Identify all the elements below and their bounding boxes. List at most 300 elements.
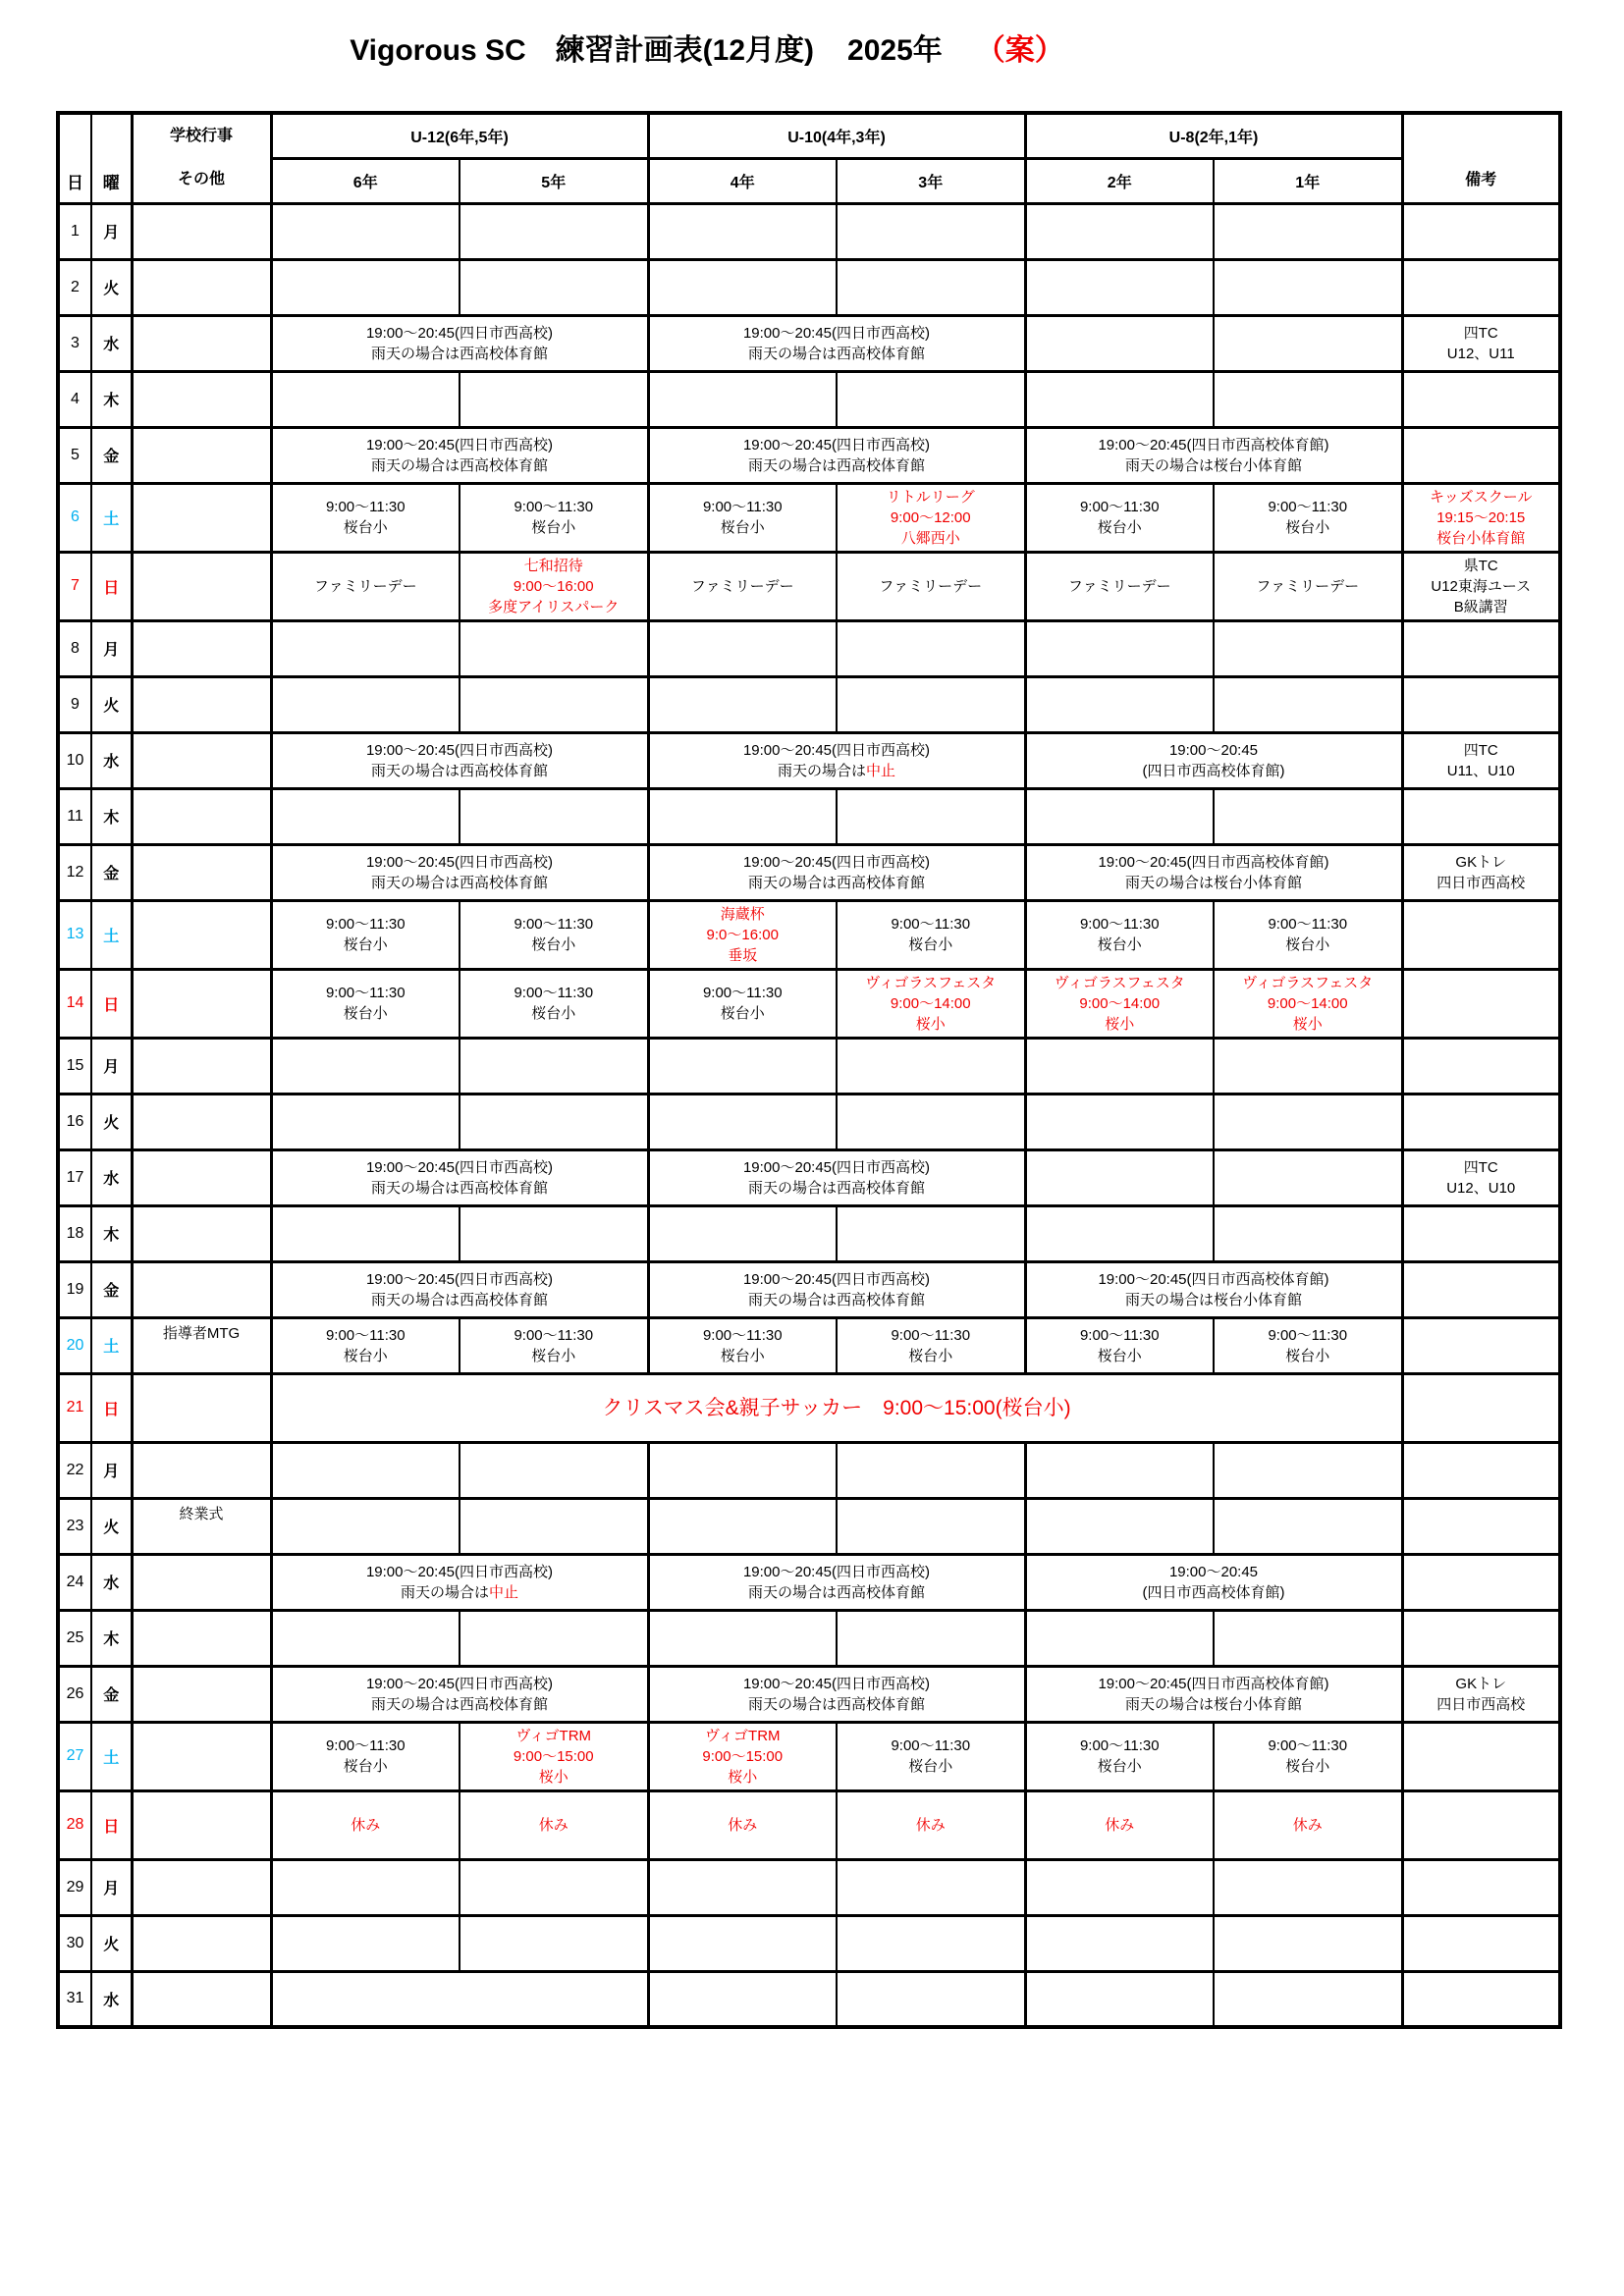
cell-text: U12東海ユース: [1431, 577, 1532, 595]
day-number-cell: 7: [58, 552, 91, 620]
schedule-cell: [271, 1261, 648, 1317]
day-number-cell: 29: [58, 1859, 91, 1915]
cell-text: 桜小: [728, 1768, 758, 1786]
schedule-cell: [1025, 1094, 1214, 1149]
schedule-cell: [837, 1317, 1025, 1373]
schedule-cell: [460, 1094, 648, 1149]
weekday-cell: 水: [91, 1554, 132, 1610]
schedule-cell: [1025, 1038, 1214, 1094]
cell-text: 雨天の場合は西高校体育館: [370, 874, 548, 891]
schedule-cell: [648, 732, 1025, 788]
event-cell: [132, 1859, 271, 1915]
schedule-cell: [648, 1554, 1025, 1610]
table-row: [58, 1317, 1560, 1373]
schedule-cell: [1025, 676, 1214, 732]
schedule-cell: [1025, 1554, 1402, 1610]
event-cell: [132, 788, 271, 844]
day-number-cell: 20: [58, 1317, 91, 1373]
weekday-cell: 土: [91, 1317, 132, 1373]
cell-text: 桜台小体育館: [1436, 529, 1526, 547]
weekday-cell: 火: [91, 259, 132, 315]
cell-text: 9:00～11:30: [514, 985, 594, 1001]
header-row-groups: [58, 113, 1560, 158]
schedule-cell: [271, 969, 460, 1038]
weekday-cell: 水: [91, 1971, 132, 2027]
day-number-cell: 19: [58, 1261, 91, 1317]
cell-text: 9:00～11:30: [325, 916, 406, 933]
schedule-cell: [271, 483, 460, 552]
schedule-cell: [460, 1790, 648, 1859]
weekday-cell: 日: [91, 552, 132, 620]
schedule-cell: [1214, 1971, 1402, 2027]
day-number-cell: 15: [58, 1038, 91, 1094]
table-row: [58, 620, 1560, 676]
day-number-cell: 3: [58, 315, 91, 371]
cell-text: 休み: [728, 1816, 758, 1834]
cell-text: 桜台小: [1097, 1758, 1142, 1775]
schedule-cell: [648, 1205, 837, 1261]
schedule-cell: [648, 1971, 837, 2027]
cell-text: 9:00～11:30: [1268, 1737, 1348, 1754]
weekday-cell: 木: [91, 1205, 132, 1261]
schedule-cell: [460, 1722, 648, 1790]
cell-text: 19:00～20:45(四日市西高校): [742, 1563, 931, 1580]
remarks-cell: [1402, 1498, 1560, 1554]
weekday-cell: 金: [91, 1261, 132, 1317]
table-row: [58, 1790, 1560, 1859]
schedule-cell: [837, 552, 1025, 620]
schedule-cell: [837, 1915, 1025, 1971]
event-cell: [132, 427, 271, 483]
schedule-cell: [1025, 1149, 1214, 1205]
schedule-cell: [1214, 203, 1402, 259]
cell-text: 七和招待: [523, 557, 583, 574]
event-cell: [132, 1442, 271, 1498]
cell-text: 垂坂: [728, 946, 758, 964]
schedule-cell: [1214, 969, 1402, 1038]
schedule-cell: [837, 1859, 1025, 1915]
schedule-cell: [271, 259, 460, 315]
cell-text: 雨天の場合は西高校体育館: [747, 1179, 925, 1197]
cell-text: 9:00～11:30: [702, 985, 783, 1001]
schedule-cell: [648, 1790, 837, 1859]
cell-text: 多度アイリスパーク: [488, 598, 620, 615]
schedule-cell: [271, 1373, 1402, 1442]
schedule-cell: [1214, 483, 1402, 552]
schedule-cell: [271, 1038, 460, 1094]
cell-text: 桜台小: [1097, 519, 1142, 536]
remarks-cell: [1402, 676, 1560, 732]
schedule-cell: [1214, 1722, 1402, 1790]
event-cell: [132, 1149, 271, 1205]
cell-text: 桜小: [915, 1015, 946, 1033]
schedule-cell: [648, 1610, 837, 1666]
schedule-cell: [648, 788, 837, 844]
cell-text: 9:0～16:00: [706, 926, 779, 943]
cell-text: 四TC: [1463, 324, 1498, 342]
cell-text: 9:00～11:30: [325, 985, 406, 1001]
table-row: [58, 315, 1560, 371]
col-header-grade6: 6年: [271, 158, 460, 203]
event-cell: [132, 1722, 271, 1790]
schedule-cell: [1025, 844, 1402, 900]
page-title: [0, 26, 1414, 69]
cell-text: 19:00～20:45: [1168, 741, 1259, 759]
day-number-cell: 25: [58, 1610, 91, 1666]
cell-text: 桜台小: [531, 936, 576, 953]
weekday-cell: 日: [91, 1790, 132, 1859]
weekday-cell: 火: [91, 676, 132, 732]
schedule-cell: [648, 315, 1025, 371]
day-number-cell: 18: [58, 1205, 91, 1261]
schedule-cell: [1214, 1038, 1402, 1094]
cell-text: 雨天の場合は西高校体育館: [370, 1695, 548, 1713]
schedule-cell: [1025, 1205, 1214, 1261]
cell-text: 19:00～20:45(四日市西高校体育館): [1098, 1270, 1329, 1288]
table-row: [58, 1915, 1560, 1971]
schedule-cell: [648, 1666, 1025, 1722]
cell-text: 19:00～20:45(四日市西高校): [742, 741, 931, 759]
schedule-cell: [271, 1915, 460, 1971]
schedule-cell: [271, 1971, 648, 2027]
schedule-cell: [837, 1205, 1025, 1261]
schedule-cell: [1025, 1666, 1402, 1722]
remarks-cell: [1402, 969, 1560, 1038]
cell-text: 雨天の場合は西高校体育館: [370, 345, 548, 362]
cell-text: 9:00～11:30: [325, 1326, 406, 1344]
schedule-cell: [271, 1790, 460, 1859]
cell-text: 19:00～20:45(四日市西高校): [742, 1675, 931, 1692]
day-number-cell: 4: [58, 371, 91, 427]
remarks-cell: [1402, 1610, 1560, 1666]
day-number-cell: 1: [58, 203, 91, 259]
schedule-cell: [460, 1915, 648, 1971]
cell-text: GKトレ: [1455, 1675, 1507, 1692]
schedule-cell: [648, 900, 837, 969]
cell-text: 9:00～14:00: [1079, 994, 1161, 1012]
cell-text: 雨天の場合は西高校体育館: [747, 345, 925, 362]
table-row: [58, 1205, 1560, 1261]
cell-text: (四日市西高校体育館): [1142, 762, 1285, 779]
schedule-cell: [1214, 620, 1402, 676]
remarks-cell: [1402, 552, 1560, 620]
cell-text: 9:00～11:30: [1268, 916, 1348, 933]
cell-text: U12、U11: [1446, 345, 1515, 362]
cell-text: 休み: [538, 1816, 568, 1834]
schedule-cell: [648, 969, 837, 1038]
remarks-cell: [1402, 1149, 1560, 1205]
weekday-cell: 日: [91, 969, 132, 1038]
remarks-cell: [1402, 1666, 1560, 1722]
schedule-cell: [837, 969, 1025, 1038]
cell-text: [650, 761, 1024, 781]
day-number-cell: 5: [58, 427, 91, 483]
cell-text: 桜台小: [343, 1005, 388, 1022]
col-header-grade4: 4年: [648, 158, 837, 203]
event-cell: [132, 1373, 271, 1442]
schedule-cell: [648, 1149, 1025, 1205]
cell-text: 休み: [1292, 1816, 1323, 1834]
title-main: Vigorous SC 練習計画表(12月度): [350, 34, 815, 67]
col-header-weekday: 曜: [91, 113, 132, 203]
schedule-cell: [1214, 259, 1402, 315]
weekday-cell: 火: [91, 1498, 132, 1554]
day-number-cell: 30: [58, 1915, 91, 1971]
cell-text: 9:00～11:30: [325, 499, 406, 515]
table-row: [58, 1498, 1560, 1554]
weekday-cell: 金: [91, 844, 132, 900]
remarks-cell: [1402, 1722, 1560, 1790]
table-row: [58, 732, 1560, 788]
table-row: [58, 788, 1560, 844]
schedule-cell: [271, 900, 460, 969]
cell-text: 桜台小: [908, 1758, 953, 1775]
cell-text: 9:00～11:30: [514, 499, 594, 515]
day-number-cell: 13: [58, 900, 91, 969]
cell-text: B級講習: [1453, 598, 1508, 615]
table-row: [58, 1554, 1560, 1610]
cell-text: 四TC: [1463, 741, 1498, 759]
schedule-cell: [1025, 732, 1402, 788]
schedule-cell: [460, 1038, 648, 1094]
remarks-cell: [1402, 1971, 1560, 2027]
schedule-cell: [1025, 620, 1214, 676]
schedule-cell: [648, 620, 837, 676]
event-cell: [132, 900, 271, 969]
schedule-cell: [648, 552, 837, 620]
schedule-cell: [1214, 1790, 1402, 1859]
cell-text: [273, 1582, 647, 1603]
cell-text: 桜台小: [720, 1005, 765, 1022]
cell-text: 9:00～15:00: [513, 1747, 594, 1765]
weekday-cell: 火: [91, 1094, 132, 1149]
schedule-cell: [1025, 1610, 1214, 1666]
schedule-cell: [837, 676, 1025, 732]
cell-text: ファミリーデー: [1067, 577, 1171, 595]
weekday-cell: 月: [91, 1859, 132, 1915]
table-row: [58, 1261, 1560, 1317]
cell-text: 19:00～20:45(四日市西高校): [365, 324, 554, 342]
schedule-cell: [1025, 315, 1214, 371]
table-row: [58, 900, 1560, 969]
schedule-cell: [460, 483, 648, 552]
schedule-cell: [1214, 371, 1402, 427]
remarks-cell: [1402, 483, 1560, 552]
remarks-cell: [1402, 259, 1560, 315]
table-row: [58, 1971, 1560, 2027]
table-row: [58, 203, 1560, 259]
schedule-cell: [1214, 1205, 1402, 1261]
cell-text: 19:00～20:45(四日市西高校): [365, 741, 554, 759]
schedule-cell: [1214, 1094, 1402, 1149]
schedule-cell: [460, 371, 648, 427]
schedule-cell: [648, 1915, 837, 1971]
event-cell: [132, 1666, 271, 1722]
table-row: [58, 1722, 1560, 1790]
col-header-grade1: 1年: [1214, 158, 1402, 203]
cell-text: 9:00～12:00: [890, 508, 971, 526]
schedule-cell: [837, 1038, 1025, 1094]
table-row: [58, 1859, 1560, 1915]
schedule-cell: [1025, 259, 1214, 315]
schedule-cell: [1025, 900, 1214, 969]
weekday-cell: 金: [91, 427, 132, 483]
schedule-cell: [271, 1859, 460, 1915]
schedule-cell: [460, 259, 648, 315]
schedule-cell: [271, 315, 648, 371]
cell-text: 桜小: [538, 1768, 568, 1786]
cell-text: ファミリーデー: [690, 577, 794, 595]
cell-text: 雨天の場合は西高校体育館: [747, 874, 925, 891]
schedule-cell: [648, 1094, 837, 1149]
cell-text: 桜台小: [531, 1005, 576, 1022]
schedule-cell: [648, 676, 837, 732]
day-number-cell: 16: [58, 1094, 91, 1149]
cell-text: 桜台小: [343, 1758, 388, 1775]
schedule-cell: [1025, 371, 1214, 427]
schedule-cell: [837, 1722, 1025, 1790]
schedule-cell: [1214, 552, 1402, 620]
event-cell: [132, 676, 271, 732]
group-header-u10: U-10(4年,3年): [648, 113, 1025, 158]
weekday-cell: 火: [91, 1915, 132, 1971]
schedule-cell: [271, 1498, 460, 1554]
day-number-cell: 23: [58, 1498, 91, 1554]
cell-text: 9:00～11:30: [702, 499, 783, 515]
schedule-cell: [837, 1971, 1025, 2027]
table-row: [58, 371, 1560, 427]
day-number-cell: 24: [58, 1554, 91, 1610]
event-cell: [132, 1915, 271, 1971]
remarks-cell: [1402, 1915, 1560, 1971]
schedule-cell: [271, 1149, 648, 1205]
cell-text: リトルリーグ: [886, 488, 975, 506]
schedule-cell: [1214, 1317, 1402, 1373]
table-row: [58, 1094, 1560, 1149]
cell-text: 19:00～20:45(四日市西高校): [742, 853, 931, 871]
schedule-cell: [648, 1317, 837, 1373]
cell-text: 雨天の場合は桜台小体育館: [1124, 1695, 1302, 1713]
col-header-grade2: 2年: [1025, 158, 1214, 203]
schedule-cell: [837, 1442, 1025, 1498]
schedule-cell: [1214, 1610, 1402, 1666]
schedule-cell: [271, 844, 648, 900]
schedule-cell: [271, 203, 460, 259]
schedule-cell: [460, 1610, 648, 1666]
cell-text: 19:00～20:45(四日市西高校): [365, 1563, 554, 1580]
event-cell: [132, 371, 271, 427]
schedule-cell: [271, 1442, 460, 1498]
schedule-cell: [271, 1094, 460, 1149]
cell-text: 桜小: [1105, 1015, 1135, 1033]
event-cell: [132, 1094, 271, 1149]
cell-text: 雨天の場合は西高校体育館: [747, 456, 925, 474]
cell-text: 桜台小: [343, 1347, 388, 1364]
schedule-cell: [1214, 1442, 1402, 1498]
day-number-cell: 28: [58, 1790, 91, 1859]
remarks-cell: [1402, 1859, 1560, 1915]
cell-text: 桜台小: [720, 519, 765, 536]
schedule-cell: [460, 1498, 648, 1554]
title-draft-badge: （案）: [975, 34, 1064, 67]
schedule-cell: [648, 427, 1025, 483]
schedule-cell: [271, 676, 460, 732]
day-number-cell: 6: [58, 483, 91, 552]
schedule-cell: [648, 1722, 837, 1790]
cell-text: 桜台小: [1285, 1758, 1330, 1775]
cell-text: 四TC: [1463, 1158, 1498, 1176]
cell-text-segment: 雨天の場合は: [400, 1583, 489, 1601]
cell-text: 桜台小: [531, 519, 576, 536]
cell-text: 四日市西高校: [1436, 1695, 1526, 1713]
cell-text: 雨天の場合は西高校体育館: [747, 1291, 925, 1308]
schedule-cell: [1214, 1859, 1402, 1915]
event-cell: [132, 259, 271, 315]
schedule-cell: [271, 427, 648, 483]
cell-text: 桜台小: [531, 1347, 576, 1364]
schedule-cell: [1214, 788, 1402, 844]
schedule-cell: [460, 1859, 648, 1915]
schedule-cell: [837, 788, 1025, 844]
schedule-cell: [837, 259, 1025, 315]
title-year: 2025年: [847, 34, 943, 67]
event-cell: [132, 483, 271, 552]
remarks-cell: [1402, 1317, 1560, 1373]
schedule-cell: [271, 1666, 648, 1722]
schedule-cell: [271, 1610, 460, 1666]
schedule-cell: [1025, 969, 1214, 1038]
cell-text: 八郷西小: [900, 529, 960, 547]
cell-text-segment: 中止: [866, 762, 896, 779]
event-cell: 指導者MTG: [132, 1317, 271, 1373]
schedule-cell: [460, 552, 648, 620]
group-header-u8: U-8(2年,1年): [1025, 113, 1402, 158]
schedule-cell: [1025, 1971, 1214, 2027]
weekday-cell: 土: [91, 900, 132, 969]
schedule-cell: [837, 900, 1025, 969]
day-number-cell: 14: [58, 969, 91, 1038]
event-cell: [132, 620, 271, 676]
col-header-grade5: 5年: [460, 158, 648, 203]
school-event-line1: 学校行事: [169, 128, 233, 145]
schedule-cell: [1214, 1149, 1402, 1205]
schedule-cell: [460, 788, 648, 844]
schedule-cell: [837, 203, 1025, 259]
day-number-cell: 8: [58, 620, 91, 676]
cell-text: 9:00～11:30: [891, 1326, 971, 1344]
header-row-years: [58, 158, 1560, 203]
day-number-cell: 26: [58, 1666, 91, 1722]
remarks-cell: [1402, 1038, 1560, 1094]
schedule-cell: [460, 900, 648, 969]
event-cell: [132, 844, 271, 900]
cell-text: 雨天の場合は西高校体育館: [747, 1695, 925, 1713]
cell-text: 9:00～11:30: [891, 916, 971, 933]
cell-text: ファミリーデー: [313, 577, 417, 595]
weekday-cell: 月: [91, 620, 132, 676]
event-cell: [132, 1971, 271, 2027]
weekday-cell: 水: [91, 315, 132, 371]
cell-text: 19:00～20:45(四日市西高校体育館): [1098, 436, 1329, 454]
cell-text: 桜台小: [1285, 936, 1330, 953]
schedule-cell: [460, 1317, 648, 1373]
schedule-cell: [460, 620, 648, 676]
cell-text: 9:00～15:00: [702, 1747, 784, 1765]
schedule-cell: [837, 620, 1025, 676]
schedule-cell: [1214, 1498, 1402, 1554]
cell-text: 桜台小: [1097, 936, 1142, 953]
schedule-cell: [837, 1094, 1025, 1149]
